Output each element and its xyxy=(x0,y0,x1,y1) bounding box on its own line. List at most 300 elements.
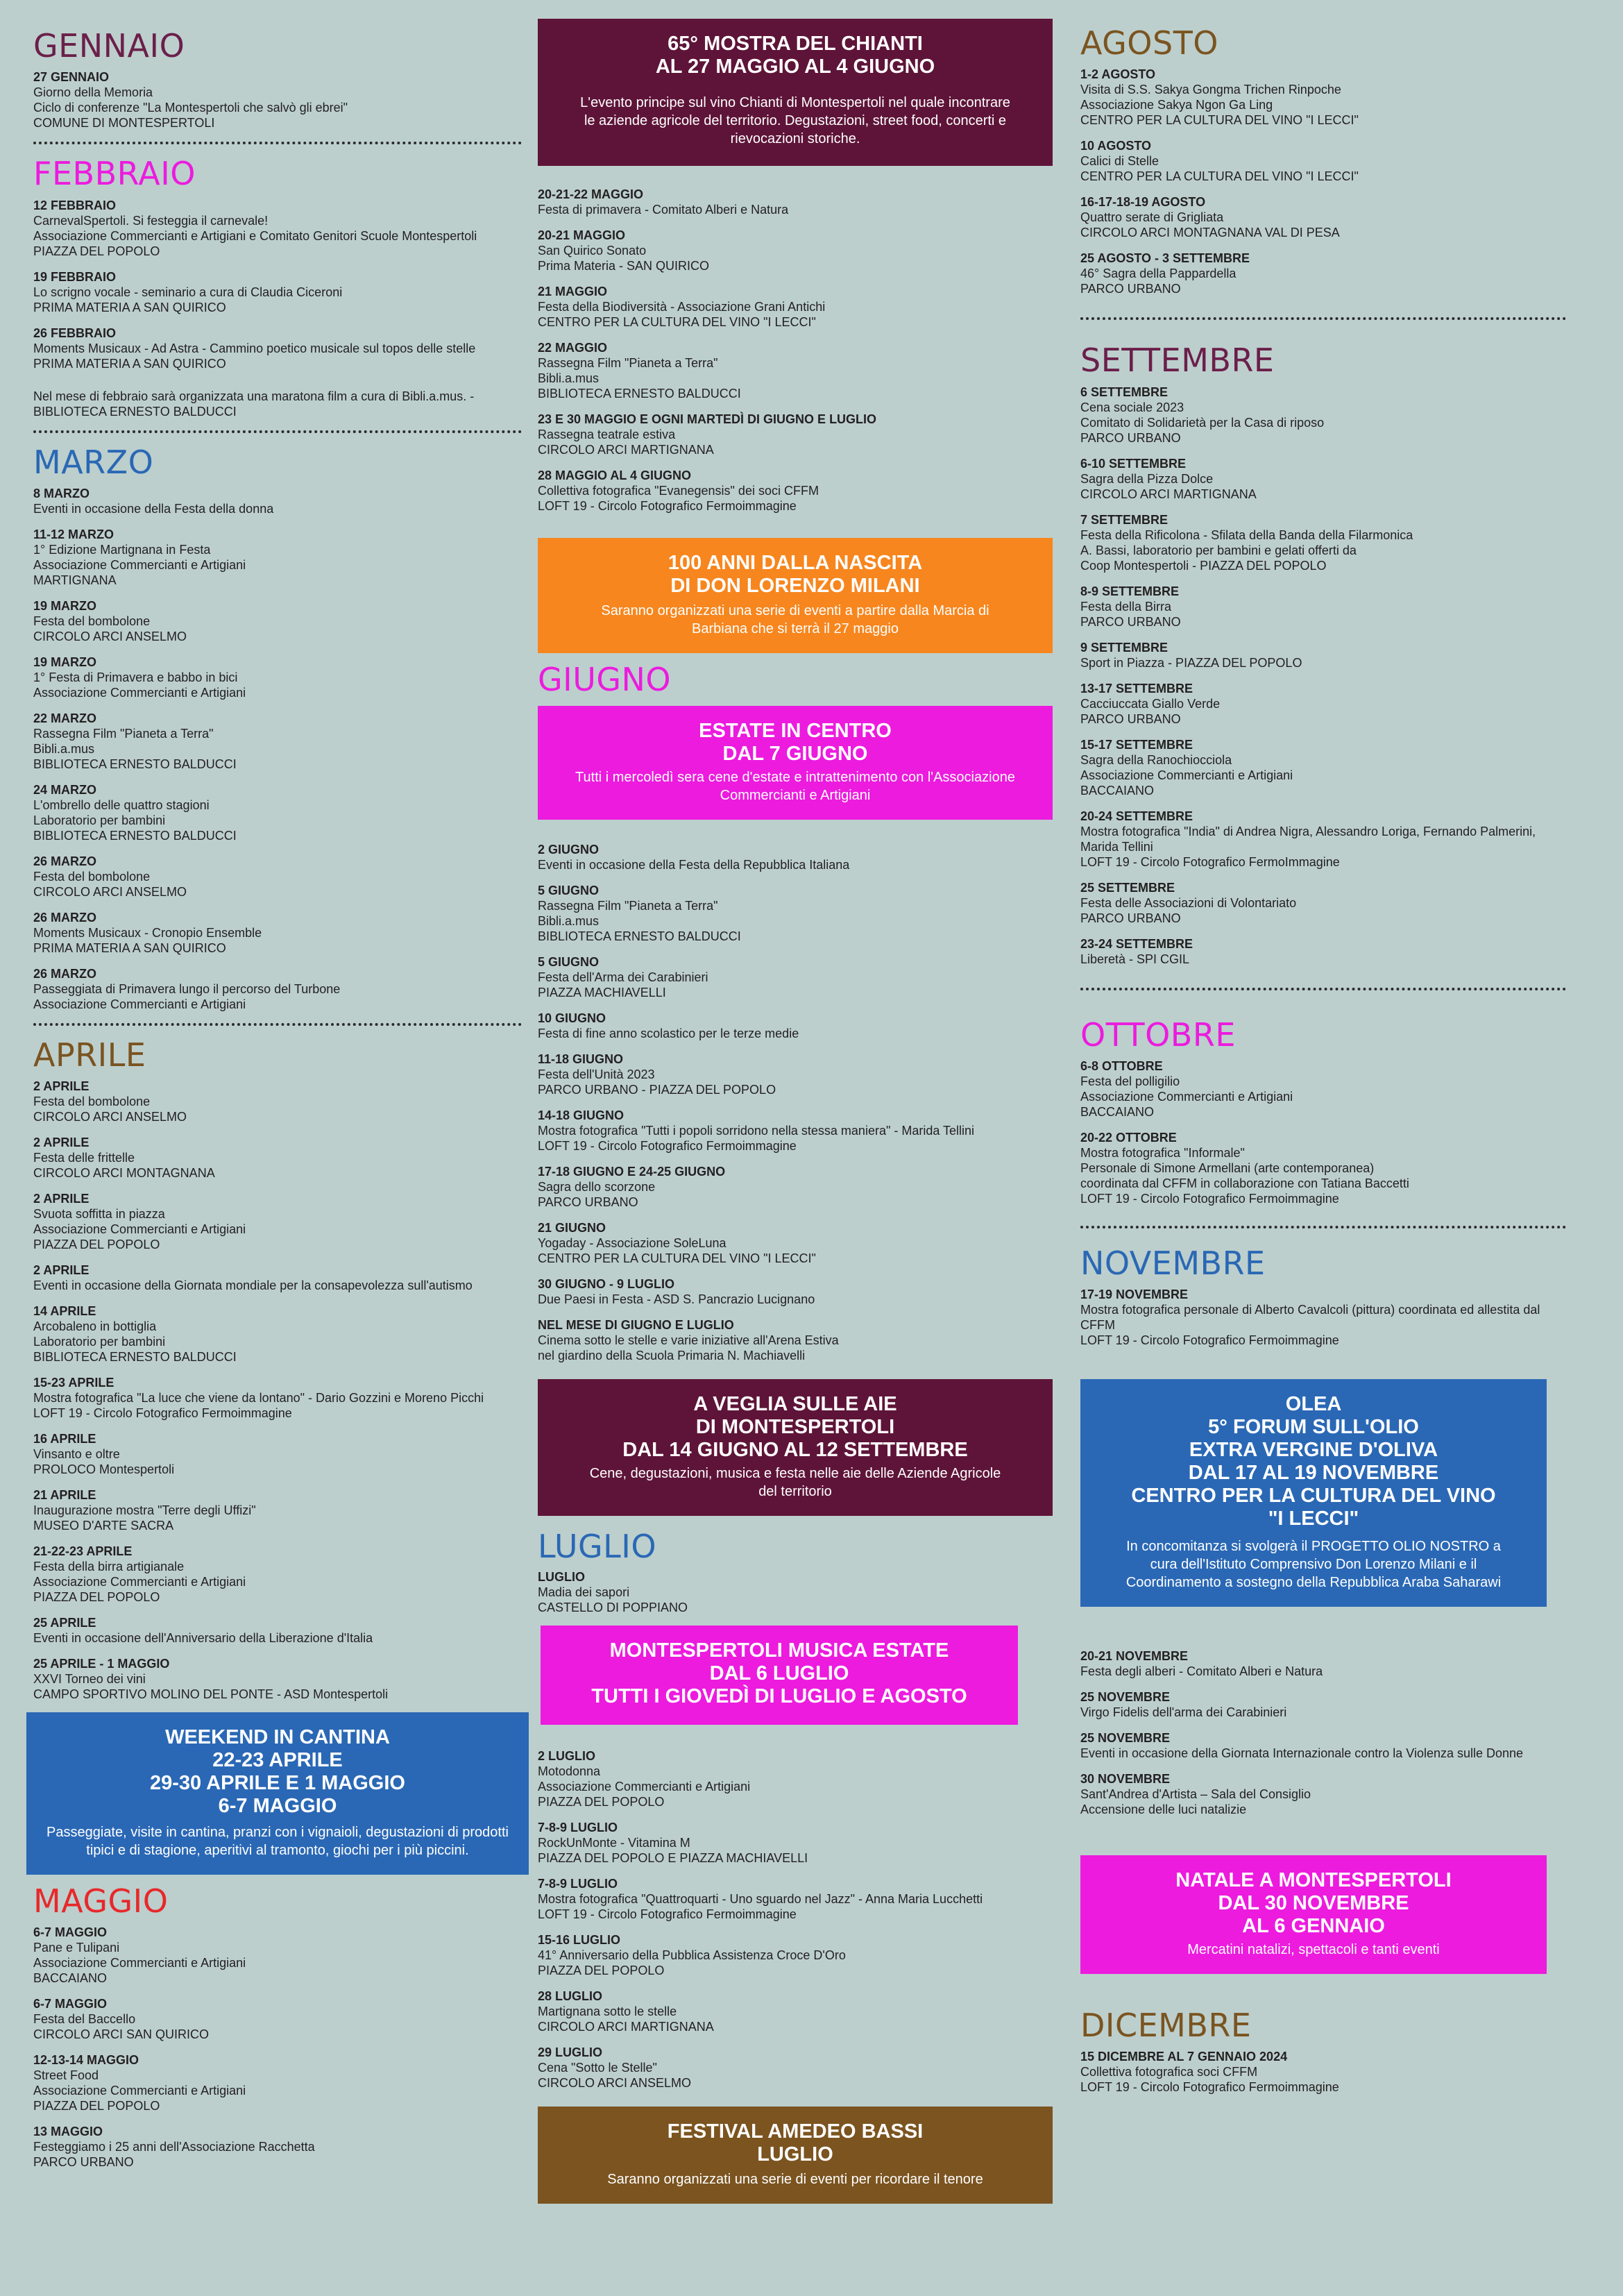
event-item xyxy=(1080,1730,1566,1761)
event-line: Rassegna Film "Pianeta a Terra" xyxy=(33,726,214,741)
olea-forum-box xyxy=(1080,1379,1547,1607)
event-date: 7-8-9 LUGLIO xyxy=(538,1876,618,1891)
event-item xyxy=(538,883,1053,944)
event-item xyxy=(538,412,1053,457)
event-date: 25 NOVEMBRE xyxy=(1080,1690,1171,1705)
events-febbraio xyxy=(33,198,522,371)
event-date: 23 E 30 MAGGIO E OGNI MARTEDÌ DI GIUGNO E LUGLIO xyxy=(538,412,877,426)
event-line: LOFT 19 - Circolo Fotografico Fermoimmagine xyxy=(538,499,797,513)
event-line: Mostra fotografica "Tutti i popoli sorridono nella stessa maniera" - Marida Tellini xyxy=(538,1124,975,1138)
event-item xyxy=(538,1276,1053,1307)
event-line: Festa dell'Arma dei Carabinieri xyxy=(538,970,708,985)
event-date: 6-10 SETTEMBRE xyxy=(1080,456,1187,471)
event-line: XXVI Torneo dei vini xyxy=(33,1672,146,1687)
event-date: 30 GIUGNO - 9 LUGLIO xyxy=(538,1277,675,1292)
event-date: 5 GIUGNO xyxy=(538,955,600,970)
event-line: Laboratorio per bambini xyxy=(33,813,166,827)
events-novembre xyxy=(1080,1287,1566,1348)
event-date: 11-12 MARZO xyxy=(33,527,114,541)
event-item xyxy=(1080,251,1566,296)
event-line: 46° Sagra della Pappardella xyxy=(1080,267,1237,281)
events-aprile xyxy=(33,1079,522,1702)
box-title-line: AL 6 GENNAIO xyxy=(1242,1915,1385,1938)
event-date: 27 GENNAIO xyxy=(33,70,110,85)
event-line: Eventi in occasione dell'Anniversario della Liberazione d'Italia xyxy=(33,1631,373,1646)
event-date: LUGLIO xyxy=(538,1569,585,1584)
event-line: LOFT 19 - Circolo Fotografico Fermoimmagine xyxy=(538,1907,797,1921)
event-line: BIBLIOTECA ERNESTO BALDUCCI xyxy=(538,387,741,400)
event-item xyxy=(1080,2049,1566,2095)
event-line: CIRCOLO ARCI MONTAGNANA xyxy=(33,1166,215,1181)
box-title xyxy=(547,33,1043,78)
event-line: Madia dei sapori xyxy=(538,1585,630,1599)
event-item xyxy=(538,2045,1053,2091)
box-description: Cene, degustazioni, musica e festa nelle aie delle Aziende Agricole del territorio xyxy=(589,1466,1001,1500)
box-title-line: NATALE A MONTESPERTOLI xyxy=(1175,1869,1452,1892)
event-line: Vinsanto e oltre xyxy=(33,1447,120,1462)
box-title-line: FESTIVAL AMEDEO BASSI xyxy=(667,2120,924,2143)
box-title-line: 6-7 MAGGIO xyxy=(218,1795,337,1818)
event-line: CENTRO PER LA CULTURA DEL VINO "I LECCI" xyxy=(1080,169,1359,184)
event-item xyxy=(1080,1771,1566,1817)
event-line: Eventi in occasione della Giornata mondiale per la consapevolezza sull'autismo xyxy=(33,1278,473,1293)
event-date: 19 FEBBRAIO xyxy=(33,269,117,284)
month-heading-aprile: APRILE xyxy=(33,1036,146,1074)
event-line: Cena sociale 2023 xyxy=(1080,400,1184,414)
event-line: BACCAIANO xyxy=(1080,1104,1155,1119)
event-line: San Quirico Sonato xyxy=(538,244,647,258)
event-date: 2 GIUGNO xyxy=(538,843,600,857)
event-line: Festa della birra artigianale xyxy=(33,1560,185,1574)
event-date: 1-2 AGOSTO xyxy=(1080,67,1156,82)
event-line: Sagra della Ranochiocciola xyxy=(1080,752,1232,767)
dotted-divider xyxy=(33,1023,522,1026)
event-line: Moments Musicaux - Ad Astra - Cammino poetico musicale sul topos delle stelle xyxy=(33,341,476,355)
event-date: 13-17 SETTEMBRE xyxy=(1080,681,1193,695)
event-line: Bibli.a.mus xyxy=(538,914,600,929)
box-title-line: DAL 17 AL 19 NOVEMBRE xyxy=(1188,1462,1439,1485)
events-settembre xyxy=(1080,385,1566,967)
event-item xyxy=(538,1317,1053,1363)
event-date: 21-22-23 APRILE xyxy=(33,1544,133,1559)
event-item xyxy=(1080,1130,1566,1206)
event-line: Inaugurazione mostra "Terre degli Uffizi" xyxy=(33,1503,256,1518)
event-line: Svuota soffitta in piazza xyxy=(33,1207,165,1222)
event-date: 11-18 GIUGNO xyxy=(538,1052,624,1067)
event-item xyxy=(538,1820,1053,1866)
event-item xyxy=(33,1615,522,1646)
box-title-line: 29-30 APRILE E 1 MAGGIO xyxy=(150,1772,405,1795)
event-item xyxy=(538,1989,1053,2034)
event-item xyxy=(33,198,522,259)
event-item xyxy=(538,842,1053,872)
event-line: LOFT 19 - Circolo Fotografico Fermoimmagine xyxy=(1080,1333,1339,1348)
event-line: BIBLIOTECA ERNESTO BALDUCCI xyxy=(33,757,237,771)
event-date: 9 SETTEMBRE xyxy=(1080,640,1169,655)
events-luglio-b xyxy=(538,1748,1053,2091)
event-date: 16-17-18-19 AGOSTO xyxy=(1080,195,1206,210)
event-date: 20-24 SETTEMBRE xyxy=(1080,809,1193,823)
event-line: CENTRO PER LA CULTURA DEL VINO "I LECCI" xyxy=(538,315,816,329)
event-line: PARCO URBANO xyxy=(1080,711,1181,726)
event-item xyxy=(33,711,522,772)
event-line: Festa del bombolone xyxy=(33,1095,151,1109)
box-title-line: OLEA xyxy=(1285,1393,1342,1416)
box-description: Saranno organizzati una serie di eventi per ricordare il tenore xyxy=(607,2171,983,2187)
event-item xyxy=(33,782,522,843)
event-line: Bibli.a.mus xyxy=(538,371,600,385)
event-item xyxy=(538,1932,1053,1978)
event-line: Motodonna xyxy=(538,1764,601,1778)
event-date: 14-18 GIUGNO xyxy=(538,1108,624,1123)
event-date: 7-8-9 LUGLIO xyxy=(538,1820,618,1834)
event-item xyxy=(1080,936,1566,967)
event-line: BIBLIOTECA ERNESTO BALDUCCI xyxy=(538,929,741,944)
event-line: Lo scrigno vocale - seminario a cura di Claudia Ciceroni xyxy=(33,285,343,299)
festival-amedeo-bassi-box xyxy=(538,2107,1053,2204)
event-line: Bibli.a.mus xyxy=(33,741,95,756)
event-item xyxy=(33,2124,522,2170)
box-title-line: DAL 6 LUGLIO xyxy=(709,1662,849,1685)
event-item xyxy=(538,954,1053,1000)
event-line: PIAZZA DEL POPOLO xyxy=(33,1590,160,1605)
event-item xyxy=(538,187,1053,217)
event-line: RockUnMonte - Vitamina M xyxy=(538,1835,690,1850)
month-heading-marzo: MARZO xyxy=(33,443,154,481)
natale-box xyxy=(1080,1855,1547,1974)
mostra-del-chianti-box xyxy=(538,19,1053,166)
event-line: CIRCOLO ARCI ANSELMO xyxy=(538,2075,692,2090)
event-date: 2 APRILE xyxy=(33,1263,90,1278)
event-line: CIRCOLO ARCI MONTAGNANA VAL DI PESA xyxy=(1080,226,1340,240)
event-item xyxy=(33,910,522,956)
event-date: 15-16 LUGLIO xyxy=(538,1932,621,1947)
event-line: coordinata dal CFFM in collaborazione con Tatiana Baccetti xyxy=(1080,1176,1409,1190)
event-line: Cena "Sotto le Stelle" xyxy=(538,2060,657,2075)
event-line: CIRCOLO ARCI ANSELMO xyxy=(33,1110,187,1124)
event-item xyxy=(1080,385,1566,446)
event-line: Festa degli alberi - Comitato Alberi e Natura xyxy=(1080,1664,1323,1679)
event-item xyxy=(33,1375,522,1421)
event-date: 25 SETTEMBRE xyxy=(1080,880,1175,895)
event-line: Prima Materia - SAN QUIRICO xyxy=(538,259,710,273)
event-date: 25 APRILE xyxy=(33,1616,96,1630)
event-item xyxy=(538,1164,1053,1210)
event-date: 28 MAGGIO AL 4 GIUGNO xyxy=(538,469,692,482)
event-line: LOFT 19 - Circolo Fotografico Fermoimmagine xyxy=(1080,1191,1339,1206)
event-line: Calici di Stelle xyxy=(1080,154,1159,169)
event-item xyxy=(1080,584,1566,630)
event-line: A. Bassi, laboratorio per bambini e gelati offerti da xyxy=(1080,543,1357,557)
box-title-line: CENTRO PER LA CULTURA DEL VINO xyxy=(1131,1485,1496,1508)
febbraio-note: Nel mese di febbraio sarà organizzata una maratona film a cura di Bibli.a.mus. - BIBLIOTECA ERNESTO BALDUCCI xyxy=(33,389,475,419)
event-date: 20-21 NOVEMBRE xyxy=(1080,1649,1189,1664)
event-date: 21 MAGGIO xyxy=(538,285,608,298)
event-item xyxy=(33,1191,522,1252)
event-line: Street Food xyxy=(33,2068,99,2083)
event-item xyxy=(538,468,1053,514)
month-heading-gennaio: GENNAIO xyxy=(33,27,185,65)
events-giugno xyxy=(538,842,1053,1363)
event-line: Associazione Commercianti e Artigiani xyxy=(538,1779,751,1793)
event-line: Giorno della Memoria xyxy=(33,85,153,100)
event-item xyxy=(1080,1689,1566,1720)
event-date: 25 NOVEMBRE xyxy=(1080,1731,1171,1746)
box-description: In concomitanza si svolgerà il PROGETTO OLIO NOSTRO a cura dell'Istituto Comprensivo Don Lorenzo Milani e il Coordinamento a sostegno della Repubblica Araba Saharawi xyxy=(1125,1539,1502,1591)
event-item xyxy=(33,1079,522,1124)
event-item xyxy=(33,854,522,900)
event-line: Ciclo di conferenze "La Montespertoli che salvò gli ebrei" xyxy=(33,101,348,115)
event-line: CASTELLO DI POPPIANO xyxy=(538,1600,688,1614)
event-item xyxy=(1080,512,1566,573)
event-line: CIRCOLO ARCI MARTIGNANA xyxy=(538,443,714,457)
box-title xyxy=(550,1639,1008,1708)
event-line: Rassegna Film "Pianeta a Terra" xyxy=(538,899,718,913)
event-item xyxy=(1080,1058,1566,1120)
event-item xyxy=(538,1748,1053,1809)
event-line: 41° Anniversario della Pubblica Assistenza Croce D'Oro xyxy=(538,1948,846,1962)
event-date: 2 APRILE xyxy=(33,1079,90,1094)
box-title-line: A VEGLIA SULLE AIE xyxy=(693,1393,897,1416)
event-line: Personale di Simone Armellani (arte contemporanea) xyxy=(1080,1160,1375,1175)
event-line: 1° Festa di Primavera e babbo in bici xyxy=(33,670,238,684)
event-line: Arcobaleno in bottiglia xyxy=(33,1319,157,1334)
event-date: 16 APRILE xyxy=(33,1432,96,1446)
dotted-divider xyxy=(1080,317,1566,320)
event-date: 22 MAGGIO xyxy=(538,341,608,355)
event-date: 23-24 SETTEMBRE xyxy=(1080,936,1193,951)
event-date: 20-21-22 MAGGIO xyxy=(538,187,644,201)
event-line: Mostra fotografica personale di Alberto Cavalcoli (pittura) coordinata ed allestita dal CFFM xyxy=(1080,1303,1540,1333)
event-line: Comitato di Solidarietà per la Casa di riposo xyxy=(1080,415,1325,430)
event-date: 6 SETTEMBRE xyxy=(1080,385,1169,399)
event-line: LOFT 19 - Circolo Fotografico Fermoimmagine xyxy=(33,1406,292,1421)
event-date: 20-22 OTTOBRE xyxy=(1080,1130,1177,1145)
event-line: Festa delle Associazioni di Volontariato xyxy=(1080,895,1297,910)
event-item xyxy=(33,269,522,315)
event-date: 12-13-14 MAGGIO xyxy=(33,2053,139,2068)
box-title-line: 65° MOSTRA DEL CHIANTI xyxy=(668,33,923,55)
event-line: Associazione Commercianti e Artigiani xyxy=(33,557,246,572)
event-line: Festa del bombolone xyxy=(33,869,151,884)
event-date: 19 MARZO xyxy=(33,598,97,613)
event-line: nel giardino della Scuola Primaria N. Machiavelli xyxy=(538,1349,806,1363)
event-line: PIAZZA MACHIAVELLI xyxy=(538,986,666,1000)
event-line: CAMPO SPORTIVO MOLINO DEL PONTE - ASD Montespertoli xyxy=(33,1687,389,1702)
event-line: PIAZZA DEL POPOLO xyxy=(538,1794,665,1809)
box-description: Saranno organizzati una serie di eventi a partire dalla Marcia di Barbiana che si terrà il 27 maggio xyxy=(601,603,989,636)
event-date: 15-17 SETTEMBRE xyxy=(1080,737,1193,752)
box-title-line: 100 ANNI DALLA NASCITA xyxy=(668,552,923,574)
events-novembre-b xyxy=(1080,1648,1566,1817)
event-line: Festa del polligilio xyxy=(1080,1074,1180,1088)
events-maggio xyxy=(33,1925,522,2170)
dotted-divider xyxy=(1080,1226,1566,1229)
box-title-line: AL 27 MAGGIO AL 4 GIUGNO xyxy=(655,56,935,78)
event-item xyxy=(538,1052,1053,1097)
box-title xyxy=(1090,1869,1537,1938)
event-line: Moments Musicaux - Cronopio Ensemble xyxy=(33,925,262,940)
box-title-line: MONTESPERTOLI MUSICA ESTATE xyxy=(609,1639,949,1662)
box-title-line: TUTTI I GIOVEDÌ DI LUGLIO E AGOSTO xyxy=(591,1685,967,1707)
event-line: Festa del bombolone xyxy=(33,614,151,628)
event-item xyxy=(33,2052,522,2113)
box-description: L'evento principe sul vino Chianti di Montespertoli nel quale incontrare le aziende agricole del territorio. Degustazioni, street food, concerti e rievocazioni storiche. xyxy=(580,95,1010,146)
event-item xyxy=(1080,809,1566,870)
month-heading-giugno: GIUGNO xyxy=(538,661,672,698)
event-line: Liberetà - SPI CGIL xyxy=(1080,952,1190,966)
event-line: Associazione Commercianti e Artigiani xyxy=(1080,1089,1293,1104)
event-line: CENTRO PER LA CULTURA DEL VINO "I LECCI" xyxy=(1080,113,1359,128)
event-date: 14 APRILE xyxy=(33,1304,96,1319)
event-item xyxy=(1080,640,1566,670)
event-line: Sport in Piazza - PIAZZA DEL POPOLO xyxy=(1080,655,1302,670)
event-item xyxy=(33,1263,522,1293)
box-title-line: DI MONTESPERTOLI xyxy=(695,1416,895,1439)
event-line: Associazione Commercianti e Artigiani xyxy=(33,997,246,1011)
event-line: Collettiva fotografica "Evanegensis" dei soci CFFM xyxy=(538,484,819,498)
event-line: Sant'Andrea d'Artista – Sala del Consiglio xyxy=(1080,1787,1311,1802)
event-line: Mostra fotografica "La luce che viene da lontano" - Dario Gozzini e Moreno Picchi xyxy=(33,1391,484,1406)
box-title xyxy=(547,720,1043,766)
event-line: PIAZZA DEL POPOLO E PIAZZA MACHIAVELLI xyxy=(538,1850,808,1865)
event-date: 30 NOVEMBRE xyxy=(1080,1772,1171,1787)
estate-in-centro-box xyxy=(538,706,1053,820)
event-line: Accensione delle luci natalizie xyxy=(1080,1803,1247,1817)
event-item xyxy=(33,1925,522,1986)
event-item xyxy=(33,1544,522,1605)
box-description: Mercatini natalizi, spettacoli e tanti eventi xyxy=(1187,1942,1440,1958)
event-line: Associazione Commercianti e Artigiani xyxy=(33,1575,246,1589)
event-line: 1° Edizione Martignana in Festa xyxy=(33,542,211,557)
events-maggio-col2 xyxy=(538,187,1053,514)
box-title-line: WEEKEND IN CANTINA xyxy=(165,1726,390,1749)
event-line: Due Paesi in Festa - ASD S. Pancrazio Lucignano xyxy=(538,1292,815,1307)
weekend-in-cantina-box xyxy=(26,1712,529,1875)
event-line: Festa di primavera - Comitato Alberi e Natura xyxy=(538,203,789,217)
event-item xyxy=(33,598,522,644)
event-date: 8 MARZO xyxy=(33,486,90,500)
event-line: Cinema sotto le stelle e varie iniziative all'Arena Estiva xyxy=(538,1333,839,1348)
event-date: 13 MAGGIO xyxy=(33,2125,103,2139)
event-item xyxy=(33,486,522,516)
column-may-july xyxy=(538,0,1053,2204)
event-date: 2 LUGLIO xyxy=(538,1748,596,1763)
event-line: PARCO URBANO xyxy=(1080,430,1181,445)
event-line: LOFT 19 - Circolo Fotografico FermoImmagine xyxy=(1080,854,1340,869)
event-line: L'ombrello delle quattro stagioni xyxy=(33,797,210,812)
box-title-line: 22-23 APRILE xyxy=(212,1749,343,1772)
event-line: Eventi in occasione della Festa della donna xyxy=(33,501,274,516)
event-line: PROLOCO Montespertoli xyxy=(33,1462,175,1477)
box-title-line: DAL 7 GIUGNO xyxy=(722,743,868,766)
event-line: MUSEO D'ARTE SACRA xyxy=(33,1519,174,1533)
event-line: PIAZZA DEL POPOLO xyxy=(538,1963,665,1977)
event-line: Martignana sotto le stelle xyxy=(538,2004,677,2018)
box-description: Passeggiate, visite in cantina, pranzi con i vignaioli, degustazioni di prodotti tipici e di stagione, aperitivi al tramonto, giochi per i più piccini. xyxy=(46,1825,509,1859)
don-milani-box xyxy=(538,538,1053,653)
event-date: 25 APRILE - 1 MAGGIO xyxy=(33,1657,170,1671)
box-title-line: ESTATE IN CENTRO xyxy=(699,720,892,743)
event-line: Associazione Commercianti e Artigiani e Comitato Genitori Scuole Montespertoli xyxy=(33,228,477,243)
event-line: Passeggiata di Primavera lungo il percorso del Turbone xyxy=(33,981,341,996)
event-line: Virgo Fidelis dell'arma dei Carabinieri xyxy=(1080,1705,1287,1720)
event-line: Festa dell'Unità 2023 xyxy=(538,1067,655,1082)
event-date: 19 MARZO xyxy=(33,655,97,669)
event-date: 2 APRILE xyxy=(33,1136,90,1150)
event-date: 22 MARZO xyxy=(33,711,97,725)
box-title-line: "I LECCI" xyxy=(1268,1508,1359,1530)
event-line: COMUNE DI MONTESPERTOLI xyxy=(33,116,215,130)
event-line: CIRCOLO ARCI MARTIGNANA xyxy=(538,2019,714,2034)
event-line: Festa di fine anno scolastico per le terze medie xyxy=(538,1027,799,1041)
event-line: BACCAIANO xyxy=(1080,783,1155,797)
box-title-line: DAL 30 NOVEMBRE xyxy=(1218,1892,1409,1915)
event-date: 15 DICEMBRE AL 7 GENNAIO 2024 xyxy=(1080,2050,1288,2064)
event-date: 21 APRILE xyxy=(33,1488,96,1503)
event-item xyxy=(1080,1648,1566,1679)
event-item xyxy=(33,655,522,700)
event-line: CIRCOLO ARCI MARTIGNANA xyxy=(1080,487,1257,501)
month-heading-ottobre: OTTOBRE xyxy=(1080,1015,1236,1054)
event-item xyxy=(538,1876,1053,1922)
event-line: CIRCOLO ARCI ANSELMO xyxy=(33,629,187,643)
event-date: 6-7 MAGGIO xyxy=(33,1997,108,2011)
event-item xyxy=(1080,194,1566,240)
event-line: Associazione Commercianti e Artigiani xyxy=(1080,768,1293,782)
event-line: LOFT 19 - Circolo Fotografico Fermoimmagine xyxy=(1080,2080,1339,2095)
box-title-line: EXTRA VERGINE D'OLIVA xyxy=(1189,1439,1438,1462)
month-heading-settembre: SETTEMBRE xyxy=(1080,341,1275,380)
box-title xyxy=(547,552,1043,598)
event-date: 6-7 MAGGIO xyxy=(33,1925,108,1940)
event-line: PRIMA MATERIA A SAN QUIRICO xyxy=(33,356,226,371)
month-heading-novembre: NOVEMBRE xyxy=(1080,1244,1266,1282)
event-date: 26 MARZO xyxy=(33,966,97,981)
event-line: PRIMA MATERIA A SAN QUIRICO xyxy=(33,940,226,955)
event-date: 25 AGOSTO - 3 SETTEMBRE xyxy=(1080,251,1250,266)
event-date: 6-8 OTTOBRE xyxy=(1080,1058,1163,1073)
event-date: 20-21 MAGGIO xyxy=(538,228,626,242)
events-dicembre xyxy=(1080,2049,1566,2095)
event-line: Festa della Rificolona - Sfilata della Banda della Filarmonica xyxy=(1080,527,1413,542)
event-line: LOFT 19 - Circolo Fotografico Fermoimmagine xyxy=(538,1139,797,1154)
event-line: PRIMA MATERIA A SAN QUIRICO xyxy=(33,300,226,314)
event-line: CENTRO PER LA CULTURA DEL VINO "I LECCI" xyxy=(538,1251,816,1266)
month-heading-dicembre: DICEMBRE xyxy=(1080,2007,1252,2045)
event-line: Associazione Commercianti e Artigiani xyxy=(33,1956,246,1970)
event-item xyxy=(1080,456,1566,502)
event-item xyxy=(1080,67,1566,128)
box-title-line: LUGLIO xyxy=(757,2143,833,2166)
column-august-december xyxy=(1080,0,1566,2105)
musica-estate-box xyxy=(541,1626,1018,1725)
box-title-line: 5° FORUM SULL'OLIO xyxy=(1208,1416,1419,1439)
event-line: Laboratorio per bambini xyxy=(33,1335,166,1349)
event-line: Sagra dello scorzone xyxy=(538,1180,656,1195)
event-date: 28 LUGLIO xyxy=(538,1989,603,2003)
event-line: Collettiva fotografica soci CFFM xyxy=(1080,2065,1258,2079)
event-line: Visita di S.S. Sakya Gongma Trichen Rinpoche xyxy=(1080,83,1341,97)
event-line: BIBLIOTECA ERNESTO BALDUCCI xyxy=(33,828,237,843)
event-item xyxy=(538,228,1053,273)
event-line: Mostra fotografica "Informale" xyxy=(1080,1145,1245,1160)
event-line: Festa delle frittelle xyxy=(33,1151,135,1165)
event-line: Quattro serate di Grigliata xyxy=(1080,210,1224,225)
event-line: CIRCOLO ARCI ANSELMO xyxy=(33,884,187,899)
event-line: Festa della Birra xyxy=(1080,599,1172,614)
event-line: PARCO URBANO xyxy=(1080,282,1181,296)
